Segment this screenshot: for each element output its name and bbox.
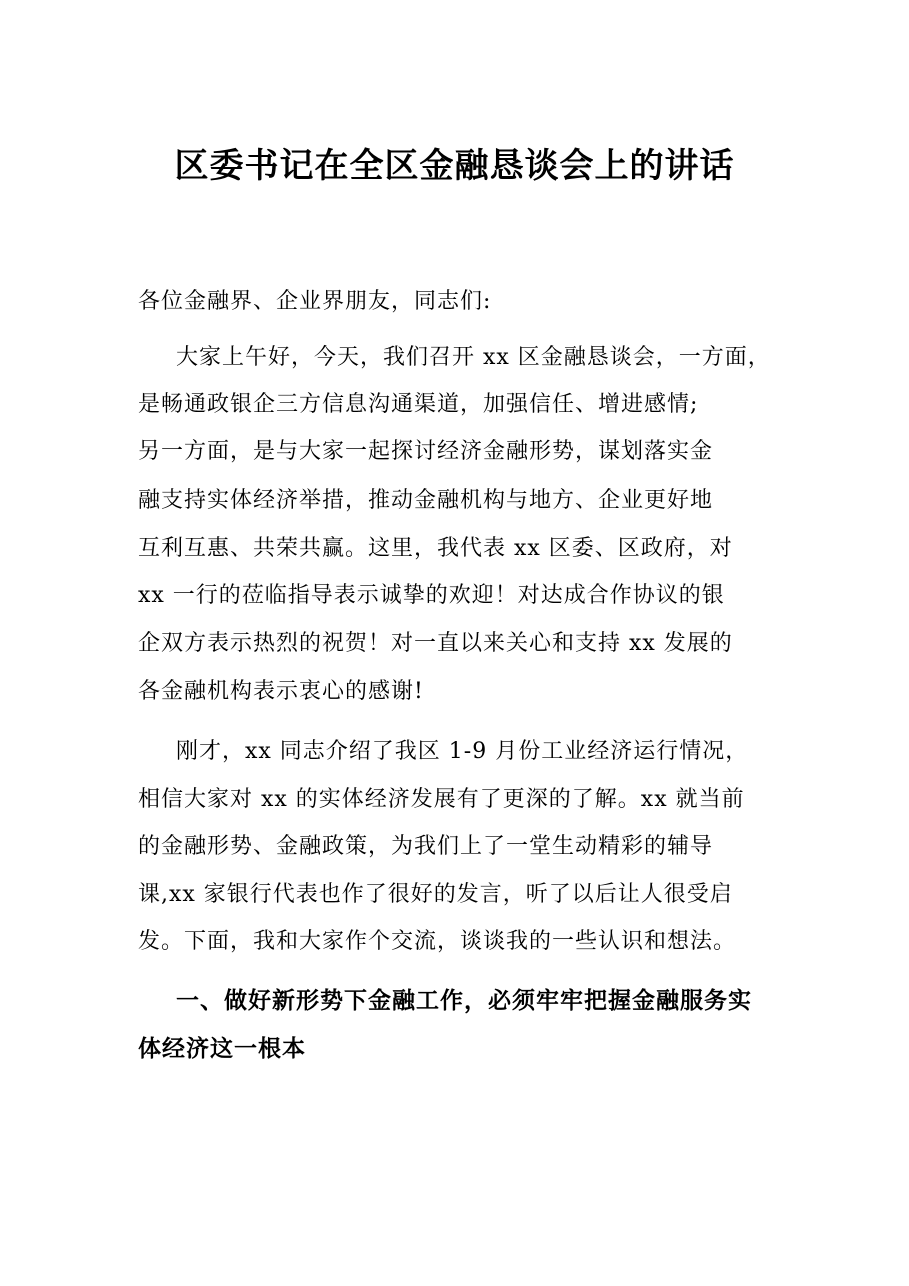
paragraph2-line-2: 相信大家对 xx 的实体经济发展有了更深的了解。xx 就当前 (138, 787, 745, 812)
paragraph1-line-2: 是畅通政银企三方信息沟通渠道，加强信任、增进感情; (138, 392, 699, 417)
paragraph2-line-5: 发。下面，我和大家作个交流，谈谈我的一些认识和想法。 (138, 929, 737, 954)
section1-heading-line-2: 体经济这一根本 (138, 1035, 306, 1062)
paragraph1-line-7: 企双方表示热烈的祝贺！对一直以来关心和支持 xx 发展的 (138, 631, 733, 656)
document-title: 区委书记在全区金融恳谈会上的讲话 (174, 146, 735, 186)
paragraph1-line-5: 互利互惠、共荣共赢。这里，我代表 xx 区委、区政府，对 (138, 536, 733, 561)
paragraph2-line-4: 课,xx 家银行代表也作了很好的发言，听了以后让人很受启 (138, 882, 733, 907)
paragraph1-line-4: 融支持实体经济举措，推动金融机构与地方、企业更好地 (138, 488, 714, 513)
salutation: 各位金融界、企业界朋友，同志们: (138, 289, 492, 314)
paragraph1-line-3: 另一方面，是与大家一起探讨经济金融形势，谋划落实金 (138, 439, 714, 464)
paragraph1-line-8: 各金融机构表示衷心的感谢! (138, 679, 424, 704)
paragraph1-line-1: 大家上午好，今天，我们召开 xx 区金融恳谈会，一方面， (176, 345, 771, 370)
section1-heading-line-1: 一、做好新形势下金融工作，必须牢牢把握金融服务实 (176, 987, 752, 1014)
paragraph2-line-1: 刚才，xx 同志介绍了我区 1-9 月份工业经济运行情况， (176, 739, 749, 764)
paragraph1-line-6: xx 一行的莅临指导表示诚挚的欢迎！对达成合作协议的银 (138, 583, 725, 608)
paragraph2-line-3: 的金融形势、金融政策，为我们上了一堂生动精彩的辅导 (138, 834, 714, 859)
